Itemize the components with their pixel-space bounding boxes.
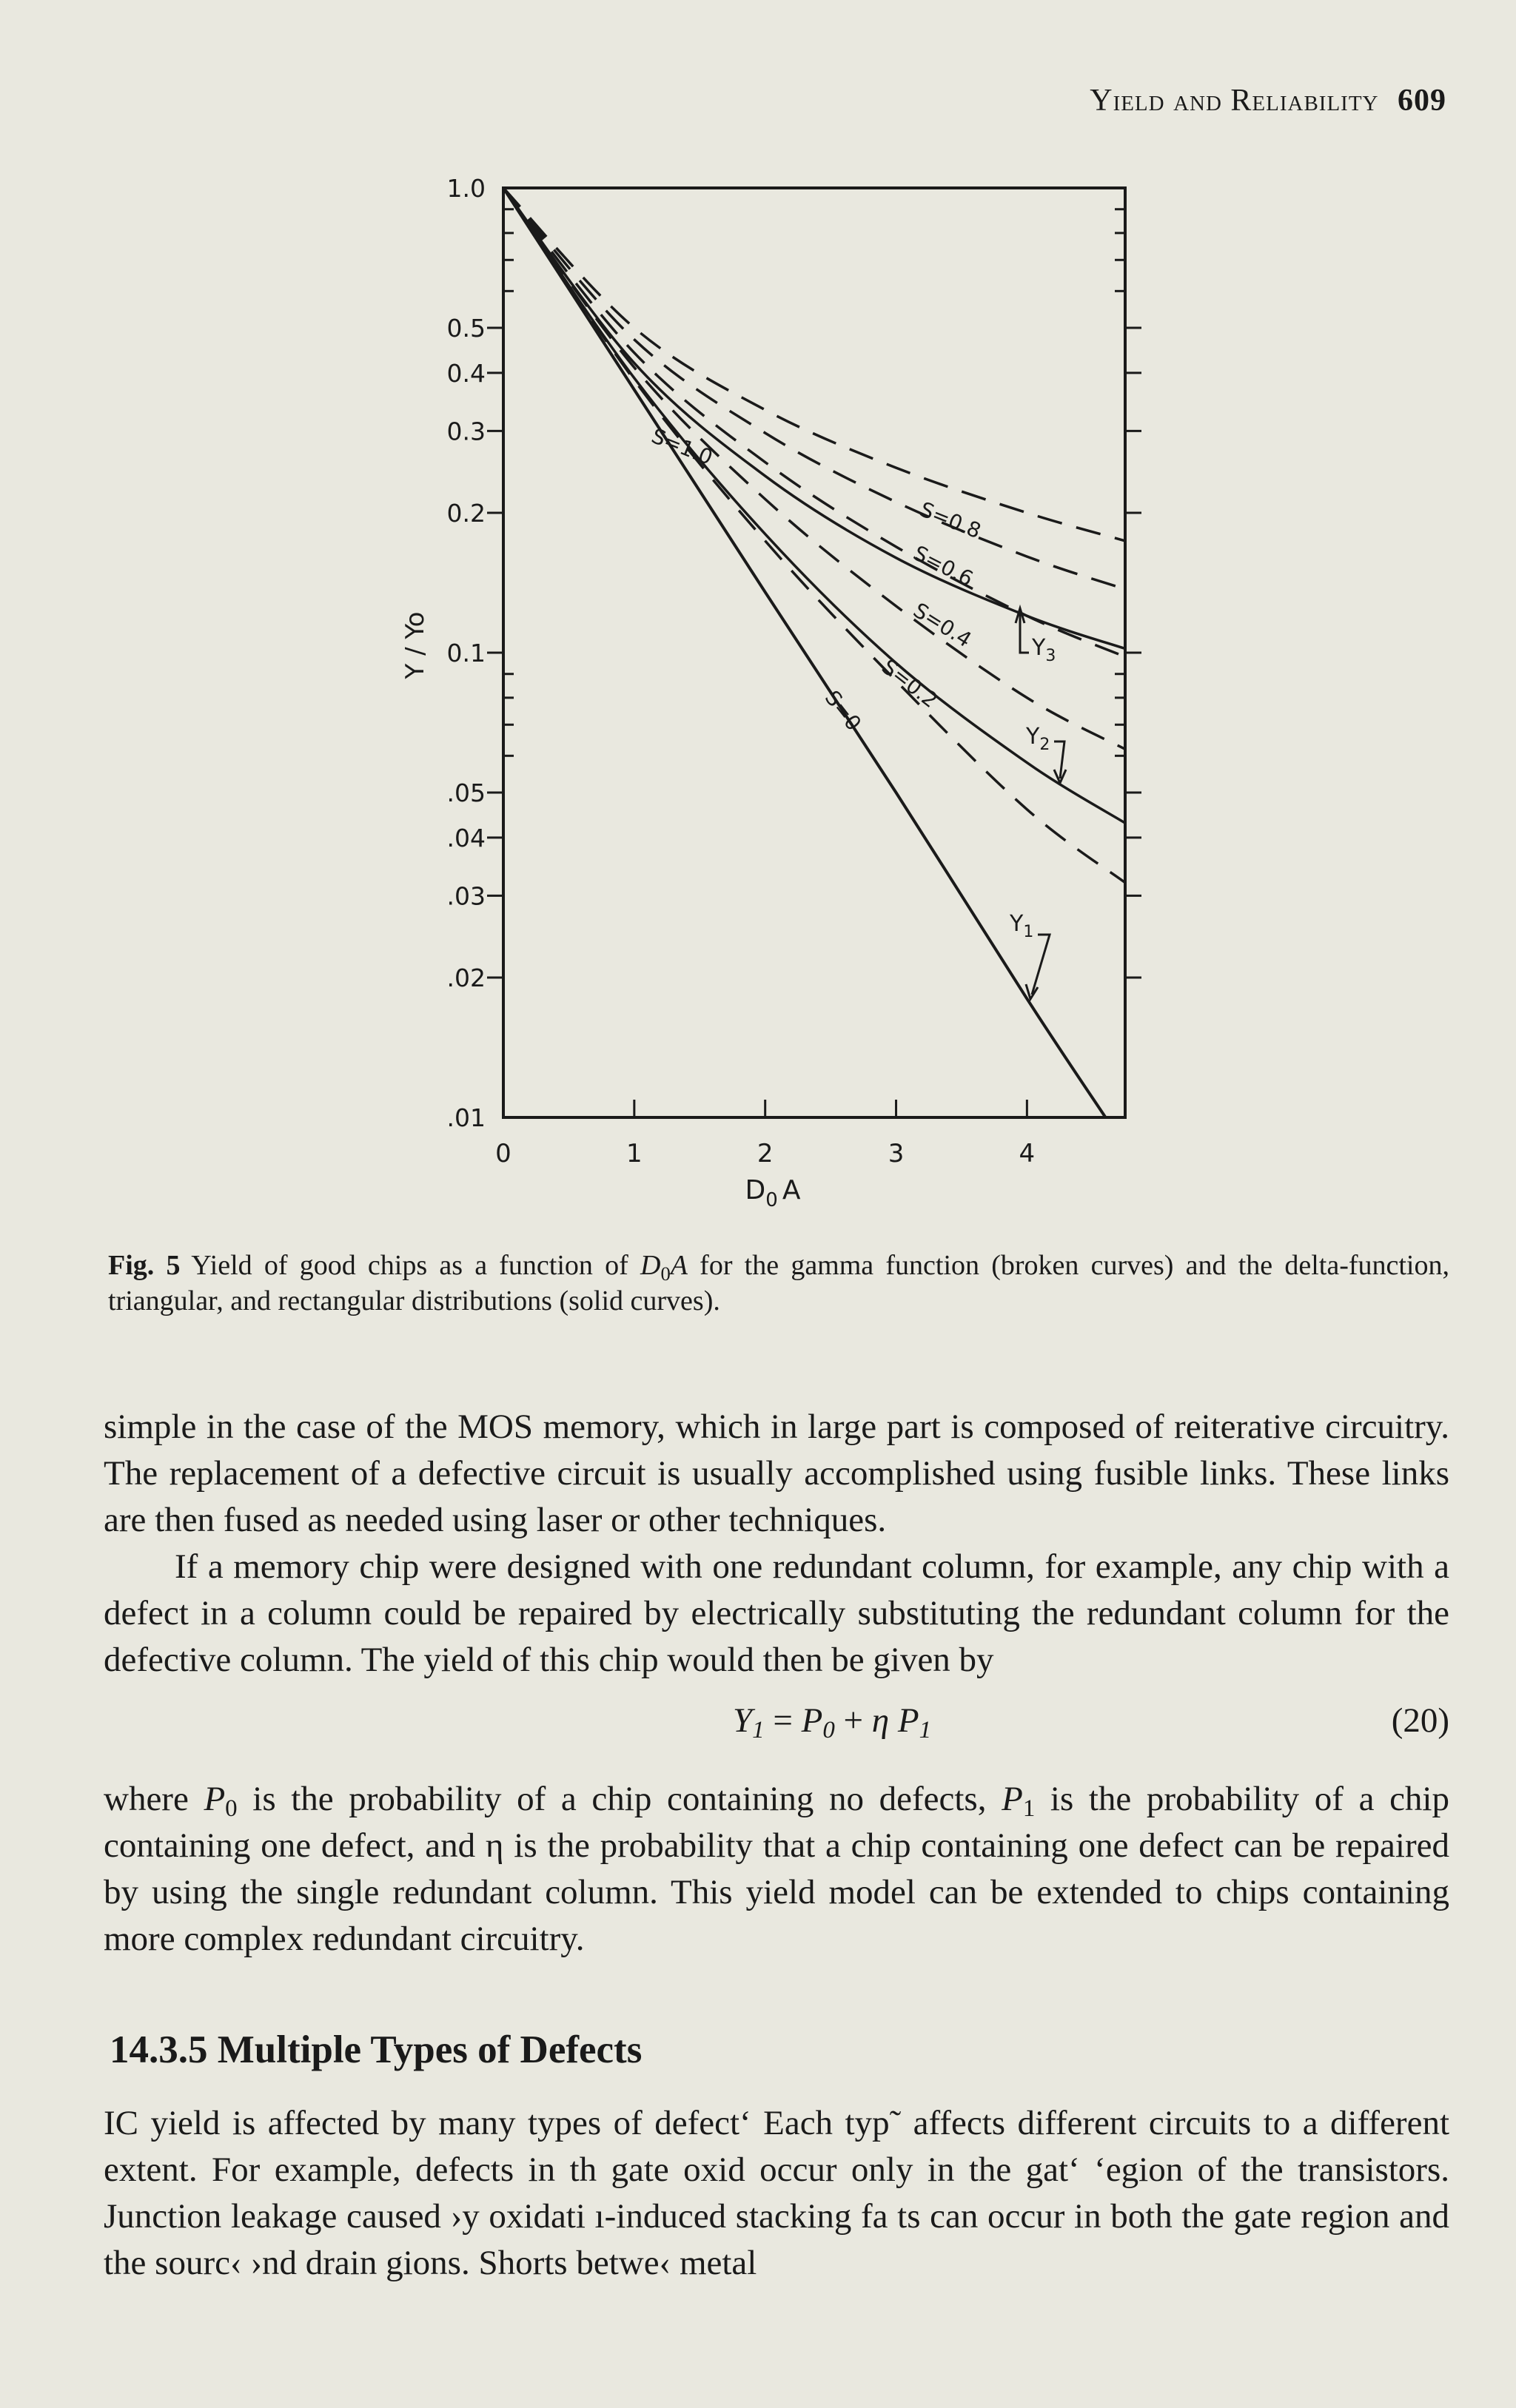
y-tick-label: 0.3	[446, 417, 486, 446]
curve-label: $Y_2$	[1026, 724, 1050, 754]
equation: $Y_1 = P_0 + \eta$ $P_1$	[733, 1701, 932, 1743]
axis-ticks	[487, 209, 1141, 1117]
y-tick-label: .05	[446, 778, 486, 808]
body-block-2	[104, 1776, 1449, 1963]
curve-s-0-8	[503, 188, 1125, 589]
y-tick-label: 0.2	[446, 498, 486, 528]
caption-math-sub: 0	[660, 1262, 671, 1285]
body-block-3	[104, 2100, 1449, 2287]
leader-line	[1026, 935, 1050, 999]
curve-y3	[503, 188, 1125, 649]
caption-text-2: for the gamma function (broken curves) and the delta-function, triangular, and rectangular distributions (solid curves).	[108, 1250, 1449, 1316]
paragraph: IC yield is affected by many types of defect‘ Each typ˜ affects different circuits to a different extent. For example, defects in th gate oxid occur only in the gat‘ ‘egion of the transistors. Junction leakage caused ›y oxidati ı-induced stacking fa ts can occur in both the gate region and the sourc‹ ›nd drain gions. Shorts betwe‹ metal	[104, 2104, 1449, 2282]
curve-s-1-0	[503, 188, 1125, 541]
curve-label: S=0	[819, 685, 867, 736]
paragraph: where $P_0$ is the probability of a chip containing no defects, $P_1$ is the probability of a chip containing one defect, and η is the probability that a chip containing one defect can be repaired by using the single redundant column. This yield model can be extended to chips containing more complex redundant circuitry.	[104, 1780, 1449, 1958]
y-tick-label: 1.0	[446, 174, 486, 203]
curve-label: S=0.6	[909, 540, 977, 591]
curve-label: S=0.8	[916, 497, 985, 544]
x-axis-label-main: D	[745, 1175, 766, 1205]
figure-caption	[108, 1248, 1449, 1319]
curve-label: $Y_3$	[1032, 635, 1056, 665]
curve-label: $Y_1$	[1010, 911, 1034, 941]
tick-labels	[447, 174, 1036, 1168]
caption-text-1: Yield of good chips as a function of	[191, 1250, 640, 1281]
x-axis-label-sub: 0	[765, 1189, 778, 1211]
leader-line	[1054, 741, 1066, 783]
page-number: 609	[1398, 84, 1446, 118]
x-axis-label-tail: A	[782, 1175, 801, 1205]
x-tick-label: 2	[757, 1139, 774, 1168]
y-tick-label: .04	[446, 823, 486, 852]
y-axis-label: Y / Yo	[400, 611, 430, 679]
body-block-1	[104, 1404, 1449, 1684]
y-tick-label: .01	[446, 1103, 486, 1132]
caption-math-d: D	[640, 1250, 661, 1281]
curve-label: S=1.0	[648, 423, 717, 470]
para3-text-b: is the probability of a chip containing no defects,	[237, 1780, 1002, 1818]
caption-math-a: A	[670, 1250, 688, 1281]
x-axis-label	[745, 1175, 801, 1211]
para3-text-a: where	[104, 1780, 204, 1818]
section-heading: 14.3.5 Multiple Types of Defects	[110, 2028, 643, 2071]
y-tick-label: 0.5	[446, 314, 486, 343]
x-tick-label: 3	[888, 1139, 905, 1168]
y-tick-label: .02	[446, 963, 486, 992]
y-tick-label: 0.4	[446, 358, 486, 388]
y-tick-label: 0.1	[446, 639, 486, 667]
paragraph: simple in the case of the MOS memory, which in large part is composed of reiterative circuitry. The replacement of a defective circuit is usually accomplished using fusible links. These links are then fused as needed using laser or other techniques.	[104, 1408, 1449, 1539]
equation-20	[104, 1701, 1449, 1747]
para3-text-c: is the probability of a chip containing one defect, and η is the probability that a chip containing one defect can be repaired by using the single redundant column. This yield model can be extended to chips containing more complex redundant circuitry.	[104, 1780, 1449, 1958]
x-tick-label: 4	[1019, 1139, 1036, 1168]
paragraph: If a memory chip were designed with one redundant column, for example, any chip with a defect in a column could be repaired by electrically substituting the redundant column for the defective column. The yield of this chip would then be given by	[104, 1547, 1449, 1679]
running-head-title: Yield and Reliability	[1090, 84, 1379, 118]
curve-label: S=0.2	[876, 654, 942, 713]
x-tick-label: 0	[495, 1139, 512, 1168]
curve-s-0	[503, 188, 1106, 1117]
y-tick-label: .03	[446, 881, 486, 911]
curve-label: S=0.4	[909, 597, 976, 653]
caption-label: Fig. 5	[108, 1250, 181, 1281]
x-tick-label: 1	[626, 1139, 643, 1168]
equation-number: (20)	[1391, 1701, 1449, 1740]
